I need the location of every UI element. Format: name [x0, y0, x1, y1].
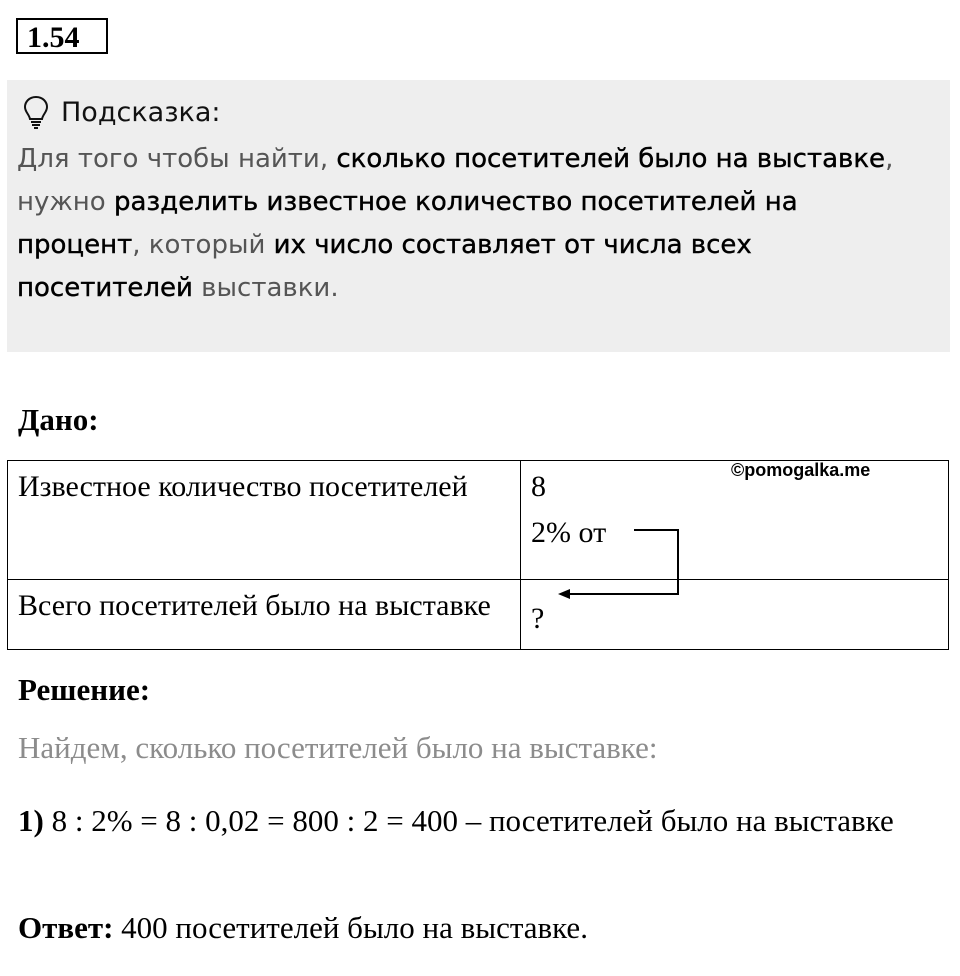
hint-text-part: Для того чтобы найти,	[17, 144, 337, 174]
hint-title	[23, 90, 221, 134]
step-number: 1)	[18, 803, 44, 838]
answer-text: 400 посетителей было на выставке.	[113, 910, 588, 945]
given-table	[7, 460, 949, 650]
known-visitors-percent: 2% от	[531, 516, 607, 549]
known-visitors-number: 8	[531, 470, 546, 503]
total-visitors-value	[521, 579, 949, 649]
task-number: 1.54	[16, 18, 108, 54]
hint-text-emphasis: их число составляет от числа всех посетителей	[17, 230, 752, 303]
step-text: 8 : 2% = 8 : 0,02 = 800 : 2 = 400 – посетителей было на выставке	[43, 803, 894, 838]
total-visitors-label: Всего посетителей было на выставке	[8, 579, 521, 649]
hint-text-part: , нужно	[17, 144, 894, 217]
hint-box	[7, 80, 950, 352]
watermark: ©pomogalka.me	[731, 460, 871, 480]
unknown-value: ?	[531, 602, 545, 636]
hint-text-part: выставки.	[192, 273, 339, 303]
hint-text	[17, 138, 917, 310]
hint-text-part: , который	[132, 230, 274, 260]
known-visitors-label: Известное количество посетителей	[8, 461, 521, 580]
lightbulb-icon	[23, 95, 49, 129]
hint-text-emphasis: сколько посетителей было на выставке	[336, 144, 886, 174]
hint-title-text: Подсказка:	[61, 96, 221, 128]
solution-title: Решение:	[18, 672, 151, 707]
answer-label: Ответ:	[18, 910, 114, 945]
solution-step	[18, 790, 918, 852]
answer	[18, 910, 588, 946]
table-row	[8, 579, 949, 649]
hint-text-emphasis: разделить известное количество посетителей на процент	[17, 187, 798, 260]
given-title: Дано:	[18, 402, 99, 437]
solution-intro: Найдем, сколько посетителей было на выставке:	[18, 730, 658, 765]
